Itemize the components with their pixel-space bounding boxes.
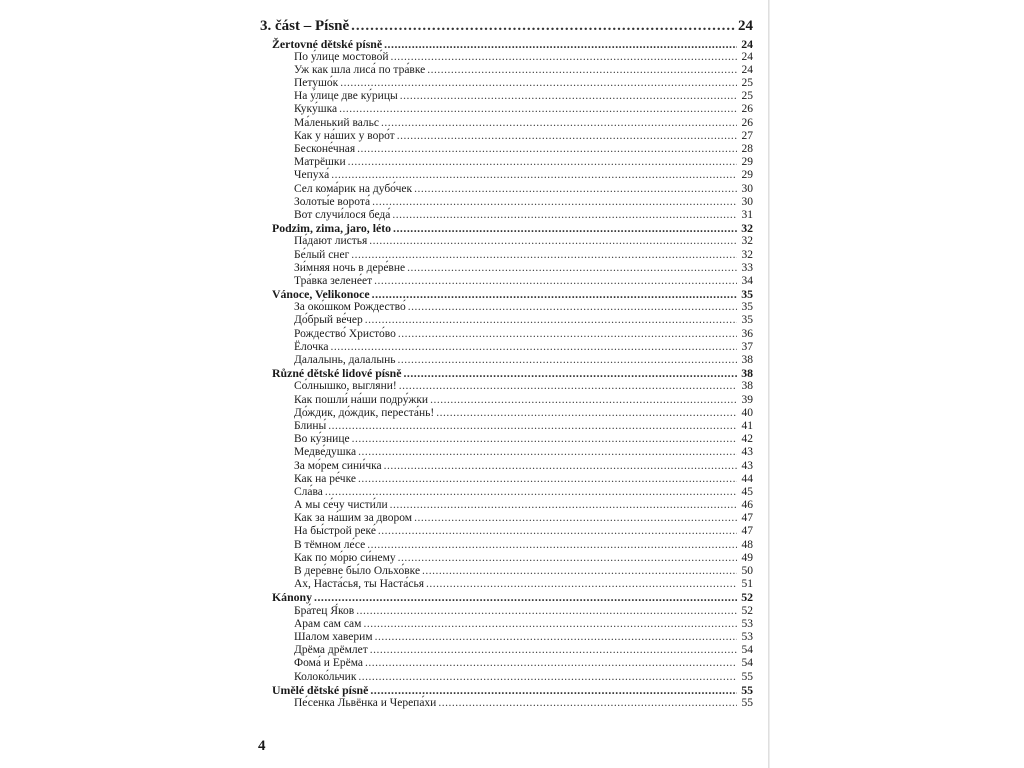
dot-leader — [398, 328, 737, 341]
song-page-number: 47 — [741, 525, 753, 538]
song-page-number: 54 — [741, 657, 753, 670]
toc-song-row[interactable] — [272, 301, 753, 314]
dot-leader — [375, 631, 737, 644]
dot-leader — [356, 605, 737, 618]
dot-leader — [384, 460, 737, 473]
song-title: Бра́тец Я́ков — [294, 604, 355, 617]
dot-leader — [372, 196, 737, 209]
song-title: Фома́ и Ерёма — [294, 657, 364, 670]
toc-song-row[interactable] — [272, 262, 753, 275]
song-title: Па́дают ли́стья — [294, 235, 368, 248]
toc-song-row[interactable] — [272, 130, 753, 143]
document-page — [252, 0, 772, 768]
part-title: 3. část – Písně — [260, 18, 350, 34]
dot-leader — [393, 222, 737, 235]
song-page-number: 55 — [741, 696, 753, 709]
toc-song-row[interactable] — [272, 460, 753, 473]
song-page-number: 49 — [741, 551, 753, 564]
dot-leader — [358, 671, 737, 684]
toc-song-row[interactable] — [272, 103, 753, 116]
song-page-number: 27 — [741, 129, 753, 142]
dot-leader — [367, 539, 737, 552]
song-page-number: 38 — [741, 380, 753, 393]
song-title: Чепуха́ — [294, 169, 330, 182]
toc-song-row[interactable] — [272, 196, 753, 209]
song-page-number: 33 — [741, 261, 753, 274]
song-page-number: 25 — [741, 90, 753, 103]
song-title: Золоты́е ворота́ — [294, 195, 371, 208]
song-title: Во ку́знице — [294, 433, 350, 446]
song-page-number: 37 — [741, 340, 753, 353]
toc-song-row[interactable] — [272, 169, 753, 182]
song-page-number: 51 — [741, 578, 753, 591]
song-page-number: 53 — [741, 630, 753, 643]
song-page-number: 30 — [741, 195, 753, 208]
toc-section-row[interactable] — [272, 591, 753, 604]
song-title: Ах, Наста́сья, ты Наста́сья — [294, 578, 425, 591]
song-title: А мы се́чу чисти́ли — [294, 499, 388, 512]
song-title: Как по мо́рю си́нему — [294, 551, 396, 564]
toc-song-row[interactable] — [272, 486, 753, 499]
part-heading — [260, 18, 753, 35]
song-title: Сел кома́рик на дубо́чек — [294, 182, 413, 195]
toc-section-row[interactable] — [272, 288, 753, 301]
toc-song-row[interactable] — [272, 64, 753, 77]
toc-song-row[interactable] — [272, 697, 753, 710]
dot-leader — [408, 301, 737, 314]
toc-song-row[interactable] — [272, 407, 753, 420]
dot-leader — [426, 578, 737, 591]
song-title: Вот случи́лося беда́ — [294, 208, 391, 221]
song-title: На у́лице две ку́рицы — [294, 90, 398, 103]
song-title: Матрёшки — [294, 156, 346, 169]
song-page-number: 25 — [741, 77, 753, 90]
song-title: Медве́душка — [294, 446, 357, 459]
dot-leader — [370, 644, 737, 657]
dot-leader — [351, 18, 736, 35]
dot-leader — [358, 473, 737, 486]
song-page-number: 48 — [741, 538, 753, 551]
dot-leader — [407, 262, 737, 275]
dot-leader — [414, 512, 737, 525]
song-title: Рождество́ Христо́во — [294, 327, 396, 340]
dot-leader — [357, 143, 737, 156]
section-page-number: 55 — [741, 682, 753, 697]
section-page-number: 52 — [741, 590, 753, 605]
toc-song-row[interactable] — [272, 552, 753, 565]
dot-leader — [436, 407, 737, 420]
song-page-number: 35 — [741, 301, 753, 314]
dot-leader — [422, 565, 737, 578]
toc-song-row[interactable] — [272, 235, 753, 248]
dot-leader — [397, 130, 737, 143]
song-title: Шалом хаверим — [294, 630, 373, 643]
toc-song-row[interactable] — [272, 512, 753, 525]
toc-section-row[interactable] — [272, 222, 753, 235]
song-page-number: 26 — [741, 103, 753, 116]
song-title: Как за на́шим за двором — [294, 512, 413, 525]
song-title: За мо́рем сини́чка — [294, 459, 382, 472]
dot-leader — [400, 90, 737, 103]
dot-leader — [331, 341, 737, 354]
song-page-number: 29 — [741, 169, 753, 182]
dot-leader — [314, 591, 737, 604]
section-page-number: 32 — [741, 221, 753, 236]
song-page-number: 43 — [741, 446, 753, 459]
toc-song-row[interactable] — [272, 539, 753, 552]
toc-section-row[interactable] — [272, 38, 753, 51]
song-page-number: 52 — [741, 604, 753, 617]
dot-leader — [352, 433, 737, 446]
song-page-number: 42 — [741, 433, 753, 446]
song-page-number: 41 — [741, 419, 753, 432]
dot-leader — [397, 354, 737, 367]
dot-leader — [363, 618, 737, 631]
song-page-number: 32 — [741, 248, 753, 261]
dot-leader — [392, 209, 737, 222]
section-title: Umělé dětské písně — [272, 682, 369, 697]
song-title: Бе́лый снег — [294, 248, 350, 261]
song-page-number: 44 — [741, 472, 753, 485]
song-page-number: 47 — [741, 512, 753, 525]
toc-song-row[interactable] — [272, 249, 753, 262]
toc-song-row[interactable] — [272, 605, 753, 618]
song-title: Как пошли́ на́ши подру́жки — [294, 393, 429, 406]
toc-section-row[interactable] — [272, 367, 753, 380]
dot-leader — [399, 380, 737, 393]
song-title: Арам сам сам — [294, 617, 362, 630]
song-title: В тёмном ле́се — [294, 538, 366, 551]
song-title: Тра́вка зелене́ет — [294, 274, 373, 287]
dot-leader — [339, 103, 737, 116]
song-title: На бы́строй реке́ — [294, 525, 376, 538]
section-page-number: 24 — [741, 36, 753, 51]
dot-leader — [374, 275, 737, 288]
song-page-number: 46 — [741, 499, 753, 512]
dot-leader — [372, 288, 737, 301]
song-page-number: 26 — [741, 116, 753, 129]
dot-leader — [381, 117, 737, 130]
song-title: Блины́ — [294, 419, 327, 432]
dot-leader — [325, 486, 737, 499]
toc-song-row[interactable] — [272, 618, 753, 631]
song-title: В дере́вне бы́ло Ольхо́вке — [294, 565, 421, 577]
song-page-number: 24 — [741, 50, 753, 63]
dot-leader — [391, 51, 738, 64]
song-page-number: 50 — [741, 565, 753, 577]
toc-song-row[interactable] — [272, 671, 753, 684]
dot-leader — [378, 525, 737, 538]
toc-song-row[interactable] — [272, 77, 753, 90]
dot-leader — [340, 77, 737, 90]
toc-song-row[interactable] — [272, 394, 753, 407]
dot-leader — [351, 249, 737, 262]
section-title: Kánony — [272, 590, 312, 605]
song-page-number: 45 — [741, 485, 753, 498]
section-title: Žertovné dětské písně — [272, 36, 383, 51]
dot-leader — [348, 156, 737, 169]
song-page-number: 36 — [741, 327, 753, 340]
song-title: Как на ре́чке — [294, 472, 356, 485]
song-page-number: 31 — [741, 208, 753, 221]
dot-leader — [414, 183, 737, 196]
toc-song-row[interactable] — [272, 420, 753, 433]
toc-song-row[interactable] — [272, 565, 753, 578]
song-title: Ма́ленький вальс — [294, 116, 380, 129]
song-page-number: 39 — [741, 393, 753, 406]
song-page-number: 55 — [741, 670, 753, 683]
dot-leader — [365, 314, 737, 327]
toc-song-row[interactable] — [272, 51, 753, 64]
dot-leader — [398, 552, 737, 565]
table-of-contents — [272, 38, 753, 711]
toc-song-row[interactable] — [272, 473, 753, 486]
section-title: Vánoce, Velikonoce — [272, 287, 370, 302]
song-title: По у́лице мостово́й — [294, 50, 389, 63]
song-page-number: 32 — [741, 235, 753, 248]
toc-song-row[interactable] — [272, 657, 753, 670]
section-title: Podzim, zima, jaro, léto — [272, 221, 392, 236]
song-page-number: 43 — [741, 459, 753, 472]
song-title: Колоко́льчик — [294, 670, 357, 683]
song-title: Дрёма дрёмлет — [294, 644, 368, 657]
dot-leader — [365, 657, 737, 670]
toc-section-row[interactable] — [272, 684, 753, 697]
song-title: За око́шком Рождество́ — [294, 301, 406, 314]
song-page-number: 24 — [741, 63, 753, 76]
song-page-number: 53 — [741, 617, 753, 630]
song-title: Бесконе́чная — [294, 143, 356, 155]
song-title: Со́лнышко, выгляни! — [294, 380, 397, 393]
song-page-number: 38 — [741, 354, 753, 366]
part-page-number: 24 — [738, 18, 753, 34]
dot-leader — [430, 394, 737, 407]
toc-song-row[interactable] — [272, 446, 753, 459]
song-title: Уж как шла лиса́ по тра́вке — [294, 63, 426, 76]
toc-song-row[interactable] — [272, 499, 753, 512]
toc-song-row[interactable] — [272, 525, 753, 538]
toc-song-row[interactable] — [272, 328, 753, 341]
song-page-number: 40 — [741, 406, 753, 419]
song-page-number: 28 — [741, 143, 753, 155]
song-title: Петушо́к — [294, 77, 339, 90]
toc-song-row[interactable] — [272, 183, 753, 196]
song-title: Куку́шка — [294, 103, 338, 116]
toc-song-row[interactable] — [272, 90, 753, 103]
dot-leader — [384, 38, 737, 51]
dot-leader — [369, 235, 737, 248]
song-page-number: 30 — [741, 182, 753, 195]
toc-song-row[interactable] — [272, 117, 753, 130]
toc-song-row[interactable] — [272, 631, 753, 644]
dot-leader — [358, 446, 737, 459]
toc-song-row[interactable] — [272, 156, 753, 169]
dot-leader — [370, 684, 737, 697]
song-title: Как у на́ших у воро́т — [294, 129, 395, 142]
song-title: Зи́мняя ночь в дере́вне — [294, 261, 406, 274]
section-page-number: 35 — [741, 287, 753, 302]
song-title: Пе́сенка Львёнка и Черепа́хи — [294, 696, 437, 709]
toc-song-row[interactable] — [272, 644, 753, 657]
section-page-number: 38 — [741, 366, 753, 381]
dot-leader — [390, 499, 737, 512]
dot-leader — [328, 420, 737, 433]
toc-song-row[interactable] — [272, 380, 753, 393]
song-page-number: 29 — [741, 156, 753, 169]
page-edge-shadow — [768, 0, 770, 768]
dot-leader — [403, 367, 737, 380]
toc-song-row[interactable] — [272, 143, 753, 156]
song-page-number: 54 — [741, 644, 753, 657]
section-title: Různé dětské lidové písně — [272, 366, 402, 381]
footer-page-number: 4 — [258, 738, 266, 754]
song-title: До́ждик, до́ждик, переста́нь! — [294, 406, 435, 419]
song-title: Далалынь, далалынь — [294, 354, 396, 366]
song-title: До́брый ве́чер — [294, 314, 363, 327]
song-page-number: 34 — [741, 274, 753, 287]
dot-leader — [438, 697, 737, 710]
dot-leader — [331, 169, 737, 182]
song-title: Ёлочка — [294, 340, 329, 353]
toc-song-row[interactable] — [272, 578, 753, 591]
toc-song-row[interactable] — [272, 341, 753, 354]
toc-song-row[interactable] — [272, 314, 753, 327]
song-page-number: 35 — [741, 314, 753, 327]
toc-song-row[interactable] — [272, 433, 753, 446]
song-title: Сла́ва — [294, 485, 323, 498]
dot-leader — [427, 64, 737, 77]
